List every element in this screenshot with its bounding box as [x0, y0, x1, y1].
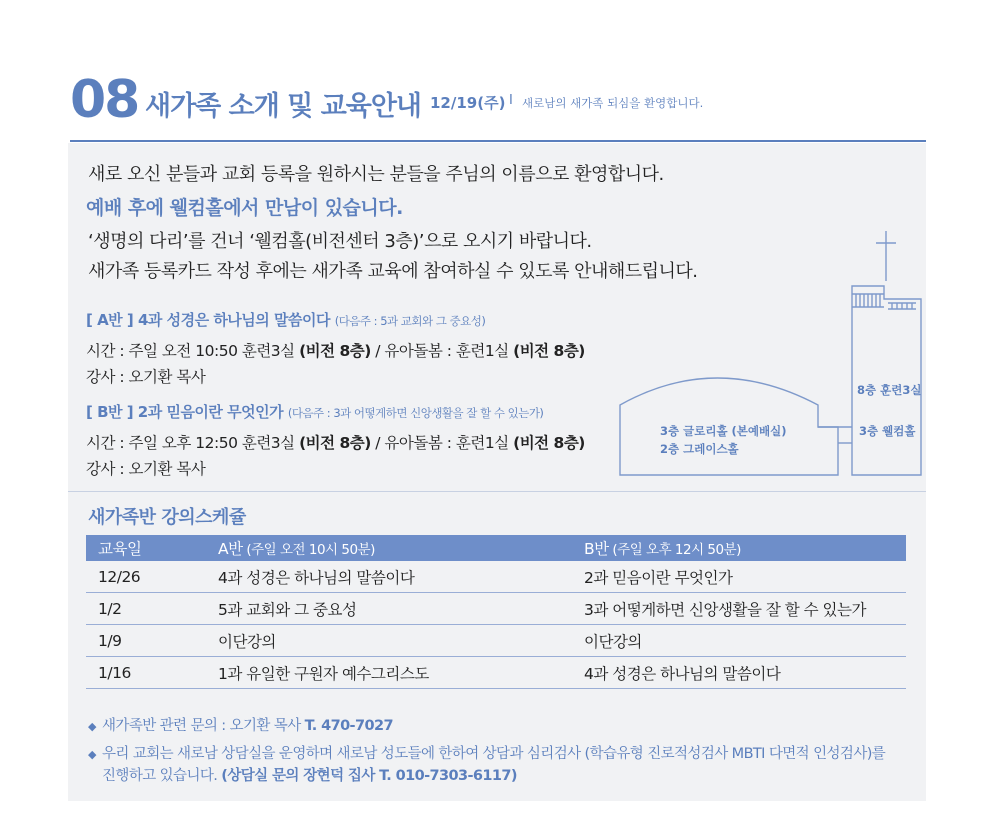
- row-class-a: 1과 유일한 구원자 예수그리스도: [210, 657, 576, 689]
- class-a-childcare-room: (비전 8층): [513, 342, 585, 360]
- row-class-a: 5과 교회와 그 중요성: [210, 593, 576, 625]
- diamond-bullet-icon: ◆: [88, 748, 96, 761]
- class-a-childcare: / 유아돌봄 : 훈련1실: [370, 342, 514, 360]
- table-row: [86, 561, 906, 593]
- row-class-b: 2과 믿음이란 무엇인가: [576, 561, 906, 593]
- diamond-bullet-icon: ◆: [88, 720, 96, 733]
- note-counseling-cont: [102, 764, 517, 785]
- intro-registration: 새가족 등록카드 작성 후에는 새가족 교육에 참여하실 수 있도록 안내해드립니다.: [88, 261, 698, 282]
- section-subtitle: 새로남의 새가족 되심을 환영합니다.: [522, 96, 704, 110]
- row-class-a: 4과 성경은 하나님의 말씀이다: [210, 561, 576, 593]
- schedule-header-row: [86, 535, 906, 561]
- row-date: 1/9: [86, 625, 210, 657]
- row-class-b: 3과 어떻게하면 신앙생활을 잘 할 수 있는가: [576, 593, 906, 625]
- header-class-a-label: A반: [218, 540, 243, 558]
- class-b-title: [ B반 ] 2과 믿음이란 무엇인가: [86, 403, 284, 421]
- row-class-b: 이단강의: [576, 625, 906, 657]
- header-class-b-time: (주일 오후 12시 50분): [608, 542, 741, 558]
- class-b-next: (다음주 : 3과 어떻게하면 신앙생활을 잘 할 수 있는가): [287, 406, 544, 420]
- note-counseling-contact: (상담실 문의 장현덕 집사 T. 010-7303-6117): [221, 768, 517, 784]
- class-b-time-text: 시간 : 주일 오후 12:50 훈련3실: [86, 434, 300, 452]
- class-a-time: [86, 339, 585, 361]
- class-b-time: [86, 431, 585, 453]
- content-panel: [68, 143, 926, 801]
- row-class-a: 이단강의: [210, 625, 576, 657]
- class-a-next: (다음주 : 5과 교회와 그 중요성): [334, 314, 486, 328]
- label-2f: 2층 그레이스홀: [660, 442, 739, 456]
- header-class-b-label: B반: [584, 540, 609, 558]
- label-3f-welcome: 3층 웰컴홀: [859, 424, 916, 438]
- class-a-room: (비전 8층): [299, 342, 371, 360]
- class-b-room: (비전 8층): [299, 434, 371, 452]
- table-row: [86, 593, 906, 625]
- table-row: [86, 625, 906, 657]
- class-b-childcare-room: (비전 8층): [513, 434, 585, 452]
- header-date: 교육일: [86, 535, 210, 561]
- class-b-teacher: 강사 : 오기환 목사: [86, 460, 206, 478]
- note-counseling-text-2: 진행하고 있습니다.: [102, 768, 222, 784]
- header-separator: I: [509, 93, 513, 108]
- row-date: 12/26: [86, 561, 210, 593]
- header-class-a: [210, 535, 576, 561]
- note-contact: [88, 714, 393, 735]
- section-number: 08: [70, 70, 139, 130]
- intro-directions: ‘생명의 다리’를 건너 ‘웰컴홀(비전센터 3층)’으로 오시기 바랍니다.: [88, 231, 592, 252]
- schedule-title: 새가족반 강의스케쥴: [88, 507, 246, 528]
- schedule-table: [86, 535, 906, 689]
- section-header: [70, 62, 930, 144]
- label-3f-glory: 3층 글로리홀 (본예배실): [660, 424, 787, 438]
- table-row: [86, 657, 906, 689]
- section-divider: [68, 491, 926, 492]
- row-class-b: 4과 성경은 하나님의 말씀이다: [576, 657, 906, 689]
- class-a-heading: [86, 309, 485, 330]
- note-counseling-text: 우리 교회는 새로남 상담실을 운영하며 새로남 성도들에 한하여 상담과 심리검사 (학습유형 진로적성검사 MBTI 다면적 인성검사)를: [102, 746, 886, 762]
- section-title: 새가족 소개 및 교육안내: [145, 91, 422, 122]
- class-b-heading: [86, 401, 543, 422]
- header-divider: [70, 140, 926, 142]
- intro-meeting-notice: 예배 후에 웰컴홀에서 만남이 있습니다.: [86, 197, 403, 219]
- note-contact-text: 새가족반 관련 문의 : 오기환 목사: [102, 718, 305, 734]
- building-diagram: [616, 231, 926, 481]
- header-class-a-time: (주일 오전 10시 50분): [242, 542, 375, 558]
- label-8f: 8층 훈련3실: [857, 383, 922, 397]
- class-a-time-text: 시간 : 주일 오전 10:50 훈련3실: [86, 342, 300, 360]
- row-date: 1/2: [86, 593, 210, 625]
- note-contact-phone: T. 470-7027: [304, 718, 393, 734]
- class-a-title: [ A반 ] 4과 성경은 하나님의 말씀이다: [86, 311, 330, 329]
- header-class-b: [576, 535, 906, 561]
- class-a-teacher: 강사 : 오기환 목사: [86, 368, 206, 386]
- note-counseling: [88, 742, 885, 763]
- class-b-childcare: / 유아돌봄 : 훈련1실: [370, 434, 514, 452]
- row-date: 1/16: [86, 657, 210, 689]
- section-date: 12/19(주): [430, 94, 506, 112]
- intro-welcome: 새로 오신 분들과 교회 등록을 원하시는 분들을 주님의 이름으로 환영합니다.: [88, 164, 664, 185]
